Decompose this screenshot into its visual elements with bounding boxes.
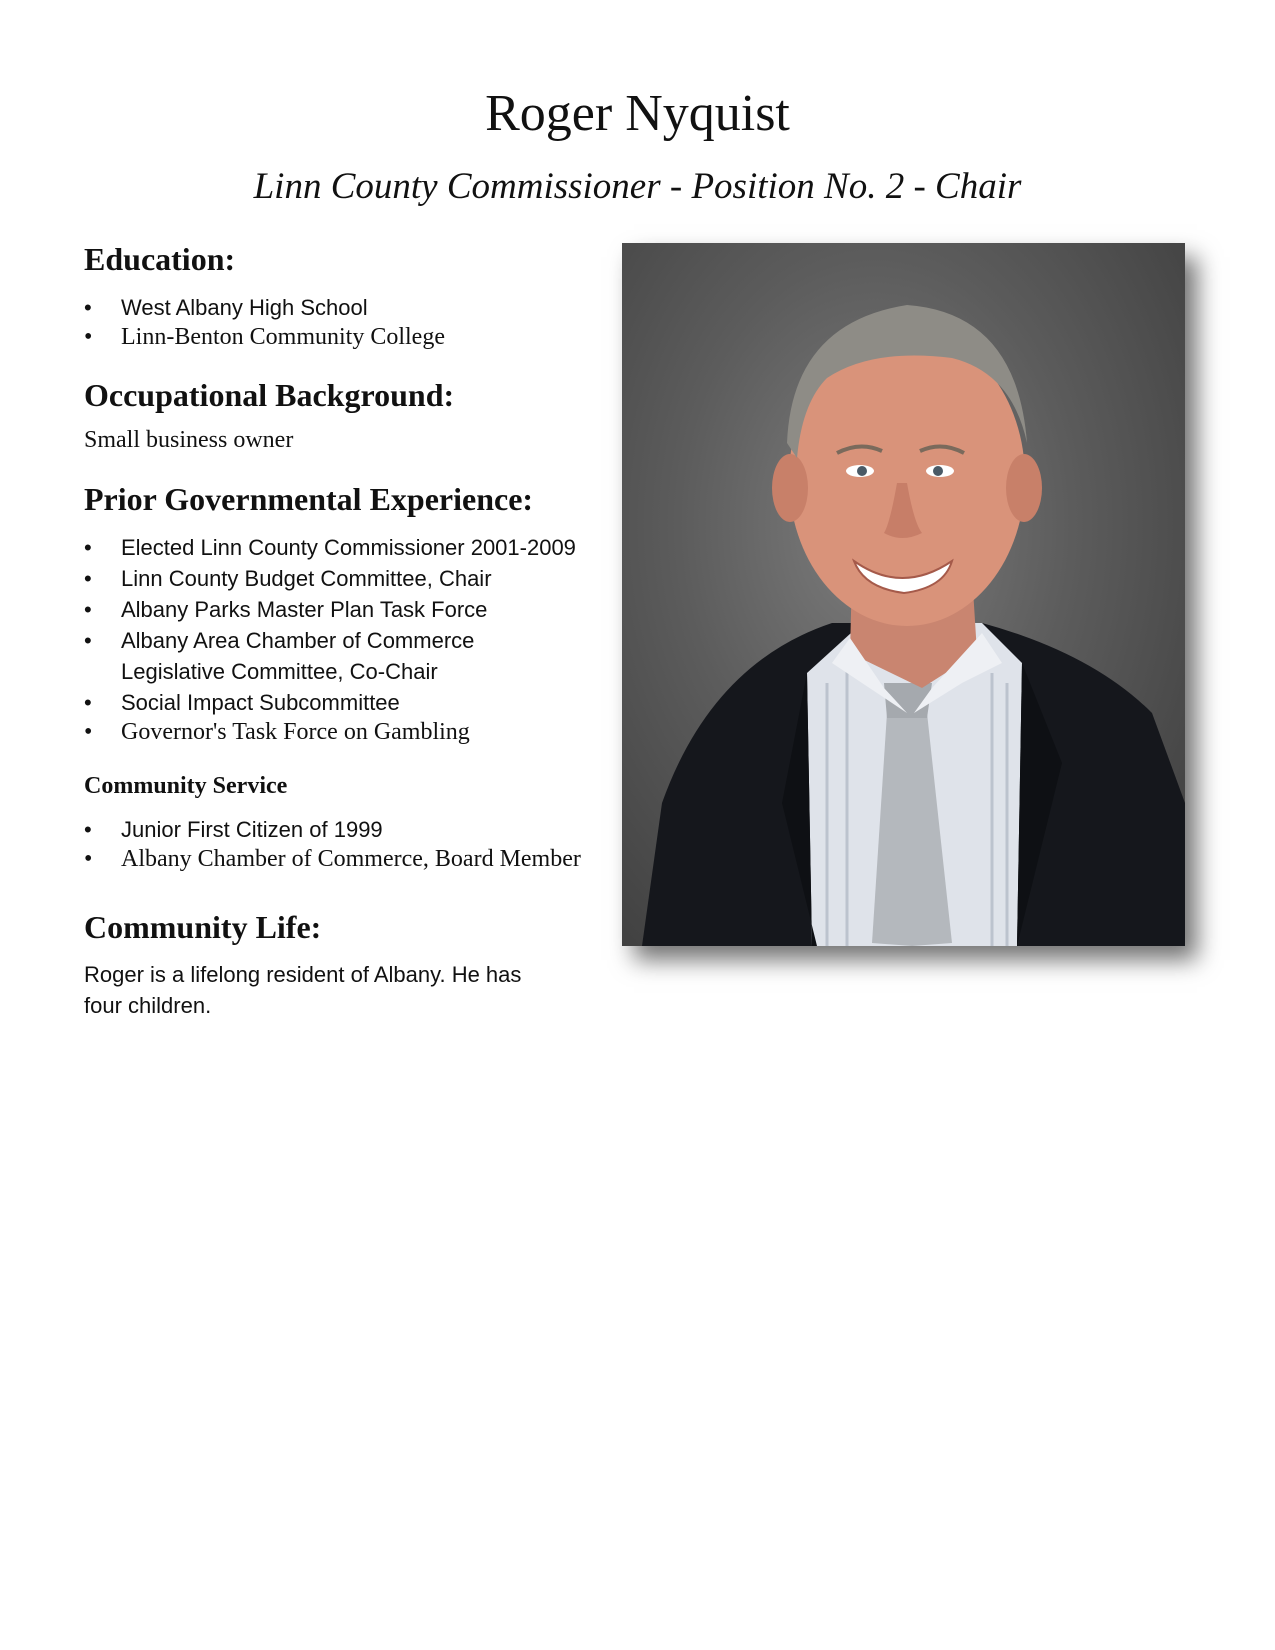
candidate-position: Linn County Commissioner - Position No. 2 - Chair [253, 166, 1022, 207]
education-heading: Education: [84, 241, 236, 277]
bullet-icon: • [84, 719, 93, 746]
bullet-icon: • [84, 628, 92, 654]
bullet-icon: • [84, 846, 93, 873]
list-item [84, 323, 584, 352]
portrait-illustration [622, 243, 1185, 946]
list-item-text: Social Impact Subcommittee [121, 690, 400, 716]
biography-column [84, 240, 584, 1021]
bullet-icon: • [84, 690, 92, 716]
list-item-text: Albany Area Chamber of Commerce Legislative Committee, Co-Chair [121, 628, 475, 685]
right-pupil [933, 466, 943, 476]
education-list [84, 292, 584, 352]
list-item [84, 594, 584, 625]
left-ear [772, 454, 808, 522]
list-item-text: Linn County Budget Committee, Chair [121, 566, 492, 592]
bullet-icon: • [84, 566, 92, 592]
candidate-portrait [622, 243, 1185, 946]
list-item [84, 718, 584, 747]
bullet-icon: • [84, 295, 92, 321]
list-item [84, 532, 584, 563]
community-life-text: Roger is a lifelong resident of Albany. He has four children. [84, 961, 522, 1018]
community-service-list [84, 814, 584, 874]
list-item [84, 625, 584, 687]
community-life-heading: Community Life: [84, 909, 322, 946]
bullet-icon: • [84, 535, 92, 561]
bullet-icon: • [84, 817, 92, 843]
list-item [84, 814, 584, 845]
list-item-text: Elected Linn County Commissioner 2001-2009 [121, 535, 576, 561]
list-item-text: Albany Parks Master Plan Task Force [121, 597, 488, 623]
list-item-text: Albany Chamber of Commerce, Board Member [121, 846, 581, 873]
bullet-icon: • [84, 597, 92, 623]
list-item [84, 563, 584, 594]
community-service-heading: Community Service [84, 773, 288, 800]
list-item [84, 292, 584, 323]
list-item [84, 687, 584, 718]
left-pupil [857, 466, 867, 476]
list-item [84, 845, 584, 874]
prior-experience-heading: Prior Governmental Experience: [84, 480, 534, 517]
list-item-text: West Albany High School [121, 295, 368, 321]
occupation-text: Small business owner [84, 426, 294, 453]
list-item-text: Junior First Citizen of 1999 [121, 817, 383, 843]
list-item-text: Linn-Benton Community College [121, 324, 445, 351]
candidate-name: Roger Nyquist [485, 85, 790, 142]
prior-experience-list [84, 532, 584, 747]
list-item-text: Governor's Task Force on Gambling [121, 719, 470, 746]
right-ear [1006, 454, 1042, 522]
occupation-heading: Occupational Background: [84, 377, 455, 414]
bullet-icon: • [84, 324, 93, 351]
